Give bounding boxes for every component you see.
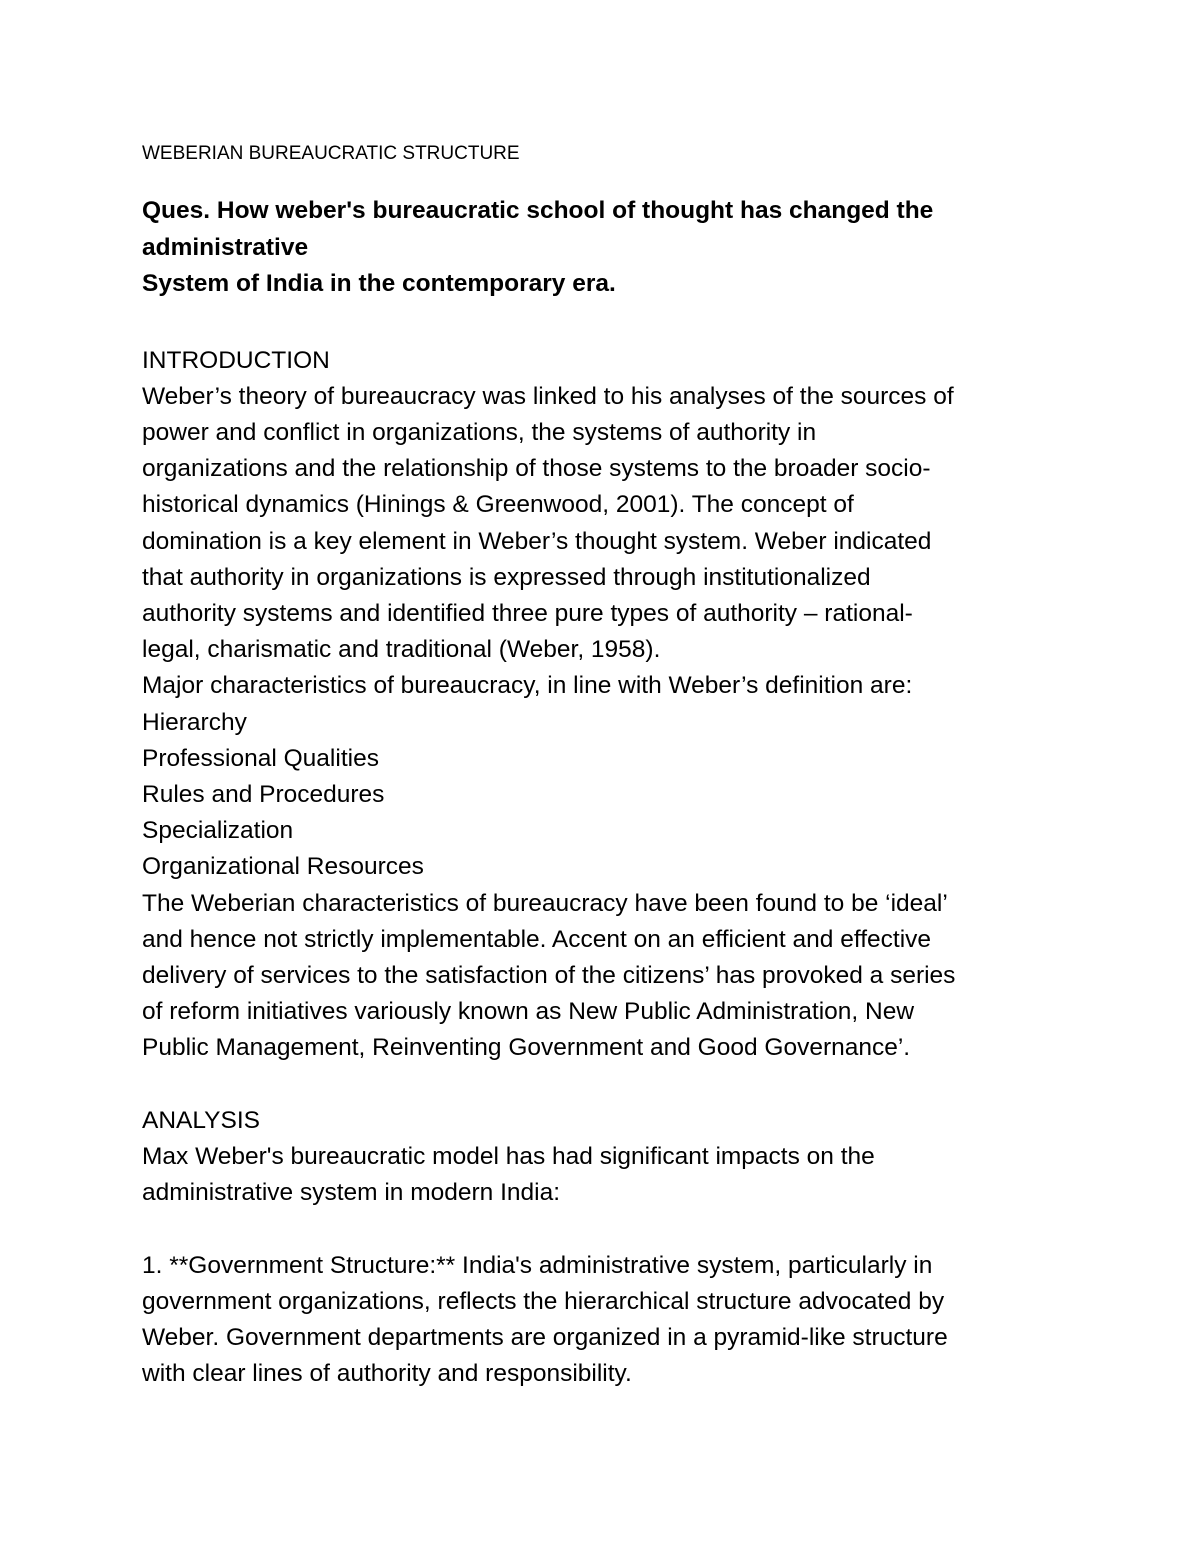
introduction-title: INTRODUCTION [142, 346, 330, 374]
paragraph-line: organizations and the relationship of those systems to the broader socio- [142, 455, 931, 483]
question-line: administrative [142, 233, 309, 261]
paragraph-line: Public Management, Reinventing Government and Good Governance’. [142, 1034, 911, 1062]
paragraph-line: with clear lines of authority and responsibility. [142, 1360, 632, 1388]
spacer [142, 303, 1082, 343]
analysis-title: ANALYSIS [142, 1106, 261, 1134]
question-line: Ques. How weber's bureaucratic school of thought has changed the [142, 197, 934, 224]
paragraph-line: authority systems and identified three pure types of authority – rational- [142, 599, 913, 627]
paragraph-line: power and conflict in organizations, the systems of authority in [142, 418, 817, 446]
spacer [142, 1067, 1082, 1103]
paragraph-line: delivery of services to the satisfaction of the citizens’ has provoked a series [142, 961, 956, 989]
characteristic-item: Hierarchy [142, 708, 247, 736]
paragraph-line: government organizations, reflects the hierarchical structure advocated by [142, 1287, 945, 1315]
paragraph-line: of reform initiatives variously known as New Public Administration, New [142, 998, 915, 1026]
paragraph-line: 1. **Government Structure:** India's administrative system, particularly in [142, 1251, 933, 1279]
paragraph-line: Weber’s theory of bureaucracy was linked to his analyses of the sources of [142, 382, 954, 410]
question-line: System of India in the contemporary era. [142, 270, 616, 297]
characteristic-item: Organizational Resources [142, 853, 424, 881]
paragraph-line: Max Weber's bureaucratic model has had significant impacts on the [142, 1142, 875, 1170]
paragraph-line: The Weberian characteristics of bureaucracy have been found to be ‘ideal’ [142, 889, 948, 917]
paragraph-line: that authority in organizations is expressed through institutionalized [142, 563, 871, 591]
document-heading: WEBERIAN BUREAUCRATIC STRUCTURE [142, 143, 520, 164]
question-block [142, 193, 1082, 303]
paragraph-line: and hence not strictly implementable. Accent on an efficient and effective [142, 925, 932, 953]
paragraph-line: legal, charismatic and traditional (Weber, 1958). [142, 636, 661, 664]
characteristic-item: Specialization [142, 817, 294, 845]
document-content [142, 140, 1082, 1392]
characteristic-item: Rules and Procedures [142, 780, 385, 808]
characteristics-intro: Major characteristics of bureaucracy, in line with Weber’s definition are: [142, 672, 913, 700]
paragraph-line: domination is a key element in Weber’s thought system. Weber indicated [142, 527, 932, 555]
paragraph-line: Weber. Government departments are organized in a pyramid-like structure [142, 1323, 948, 1351]
paragraph-line: historical dynamics (Hinings & Greenwood, 2001). The concept of [142, 491, 854, 519]
paragraph-line: administrative system in modern India: [142, 1179, 561, 1207]
characteristic-item: Professional Qualities [142, 744, 379, 772]
document-body [142, 303, 1082, 1393]
spacer [142, 1211, 1082, 1247]
